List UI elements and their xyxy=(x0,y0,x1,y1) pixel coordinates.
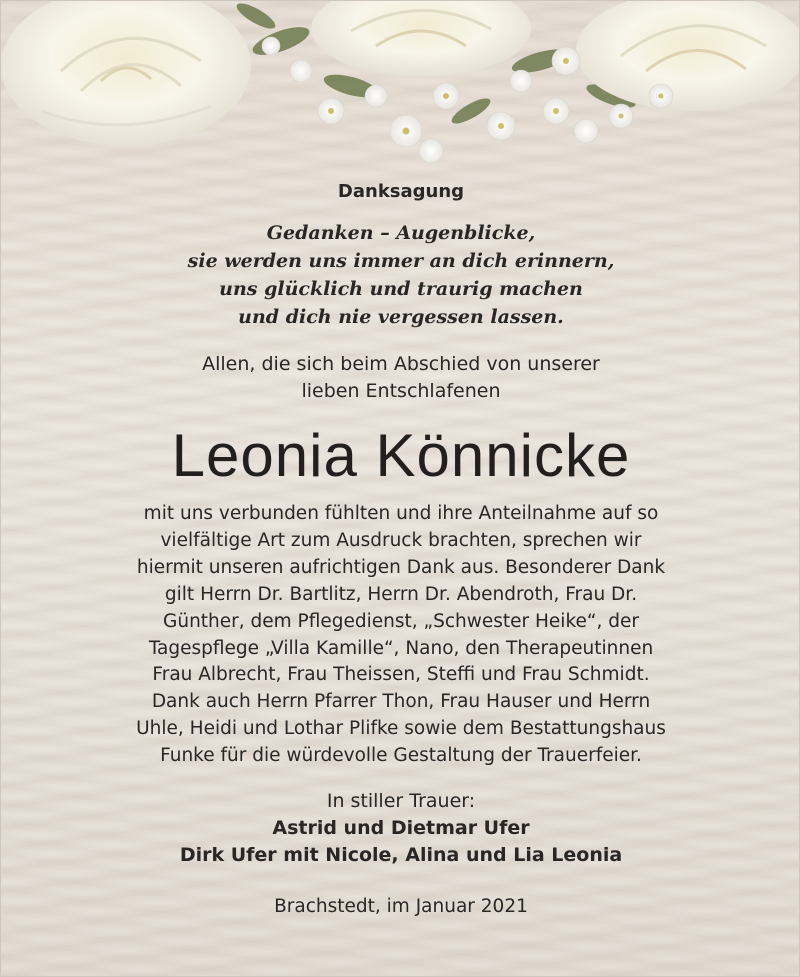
mourning-block xyxy=(1,788,800,869)
thanks-line: Tagespflege „Villa Kamille“, Nano, den Therapeutinnen xyxy=(148,637,654,659)
flower-decoration xyxy=(1,1,800,171)
deceased-name: Leonia Könnicke xyxy=(171,422,631,489)
poem-line: sie werden uns immer an dich erinnern, xyxy=(187,250,615,272)
mourner-name: Dirk Ufer mit Nicole, Alina und Lia Leonia xyxy=(179,844,623,867)
thanks-line: Funke für die würdevolle Gestaltung der Trauerfeier. xyxy=(160,745,642,767)
mourner-name: Astrid und Dietmar Ufer xyxy=(272,817,530,840)
heading: Danksagung xyxy=(337,181,465,202)
thanks-line: hiermit unseren aufrichtigen Dank aus. Besonderer Dank xyxy=(136,556,666,578)
thanks-text xyxy=(1,501,800,770)
thanks-line: gilt Herrn Dr. Bartlitz, Herrn Dr. Abendroth, Frau Dr. xyxy=(164,583,638,605)
mourning-label: In stiller Trauer: xyxy=(326,790,476,813)
poem-line: uns glücklich und traurig machen xyxy=(219,278,583,300)
thanks-line: Uhle, Heidi und Lothar Plifke sowie dem Bestattungshaus xyxy=(136,718,666,740)
poem-line: Gedanken – Augenblicke, xyxy=(266,222,536,244)
intro-line: lieben Entschlafenen xyxy=(301,380,501,402)
obituary-content xyxy=(1,171,800,920)
thanks-line: mit uns verbunden fühlten und ihre Anteilnahme auf so xyxy=(143,503,659,524)
thanks-line: vielfältige Art zum Ausdruck brachten, sprechen wir xyxy=(160,529,642,551)
thanks-line: Dank auch Herrn Pfarrer Thon, Frau Hauser und Herrn xyxy=(151,691,651,713)
rose-left xyxy=(1,1,251,146)
place-date: Brachstedt, im Januar 2021 xyxy=(274,896,528,918)
intro-line: Allen, die sich beim Abschied von unserer xyxy=(202,353,600,375)
thanks-line: Günther, dem Pflegedienst, „Schwester Heike“, der xyxy=(163,610,639,632)
intro-text xyxy=(1,351,800,405)
poem xyxy=(1,219,800,331)
thanks-line: Frau Albrecht, Frau Theissen, Steffi und Frau Schmidt. xyxy=(152,664,650,686)
rose-middle xyxy=(311,1,531,77)
poem-line: und dich nie vergessen lassen. xyxy=(238,306,564,328)
